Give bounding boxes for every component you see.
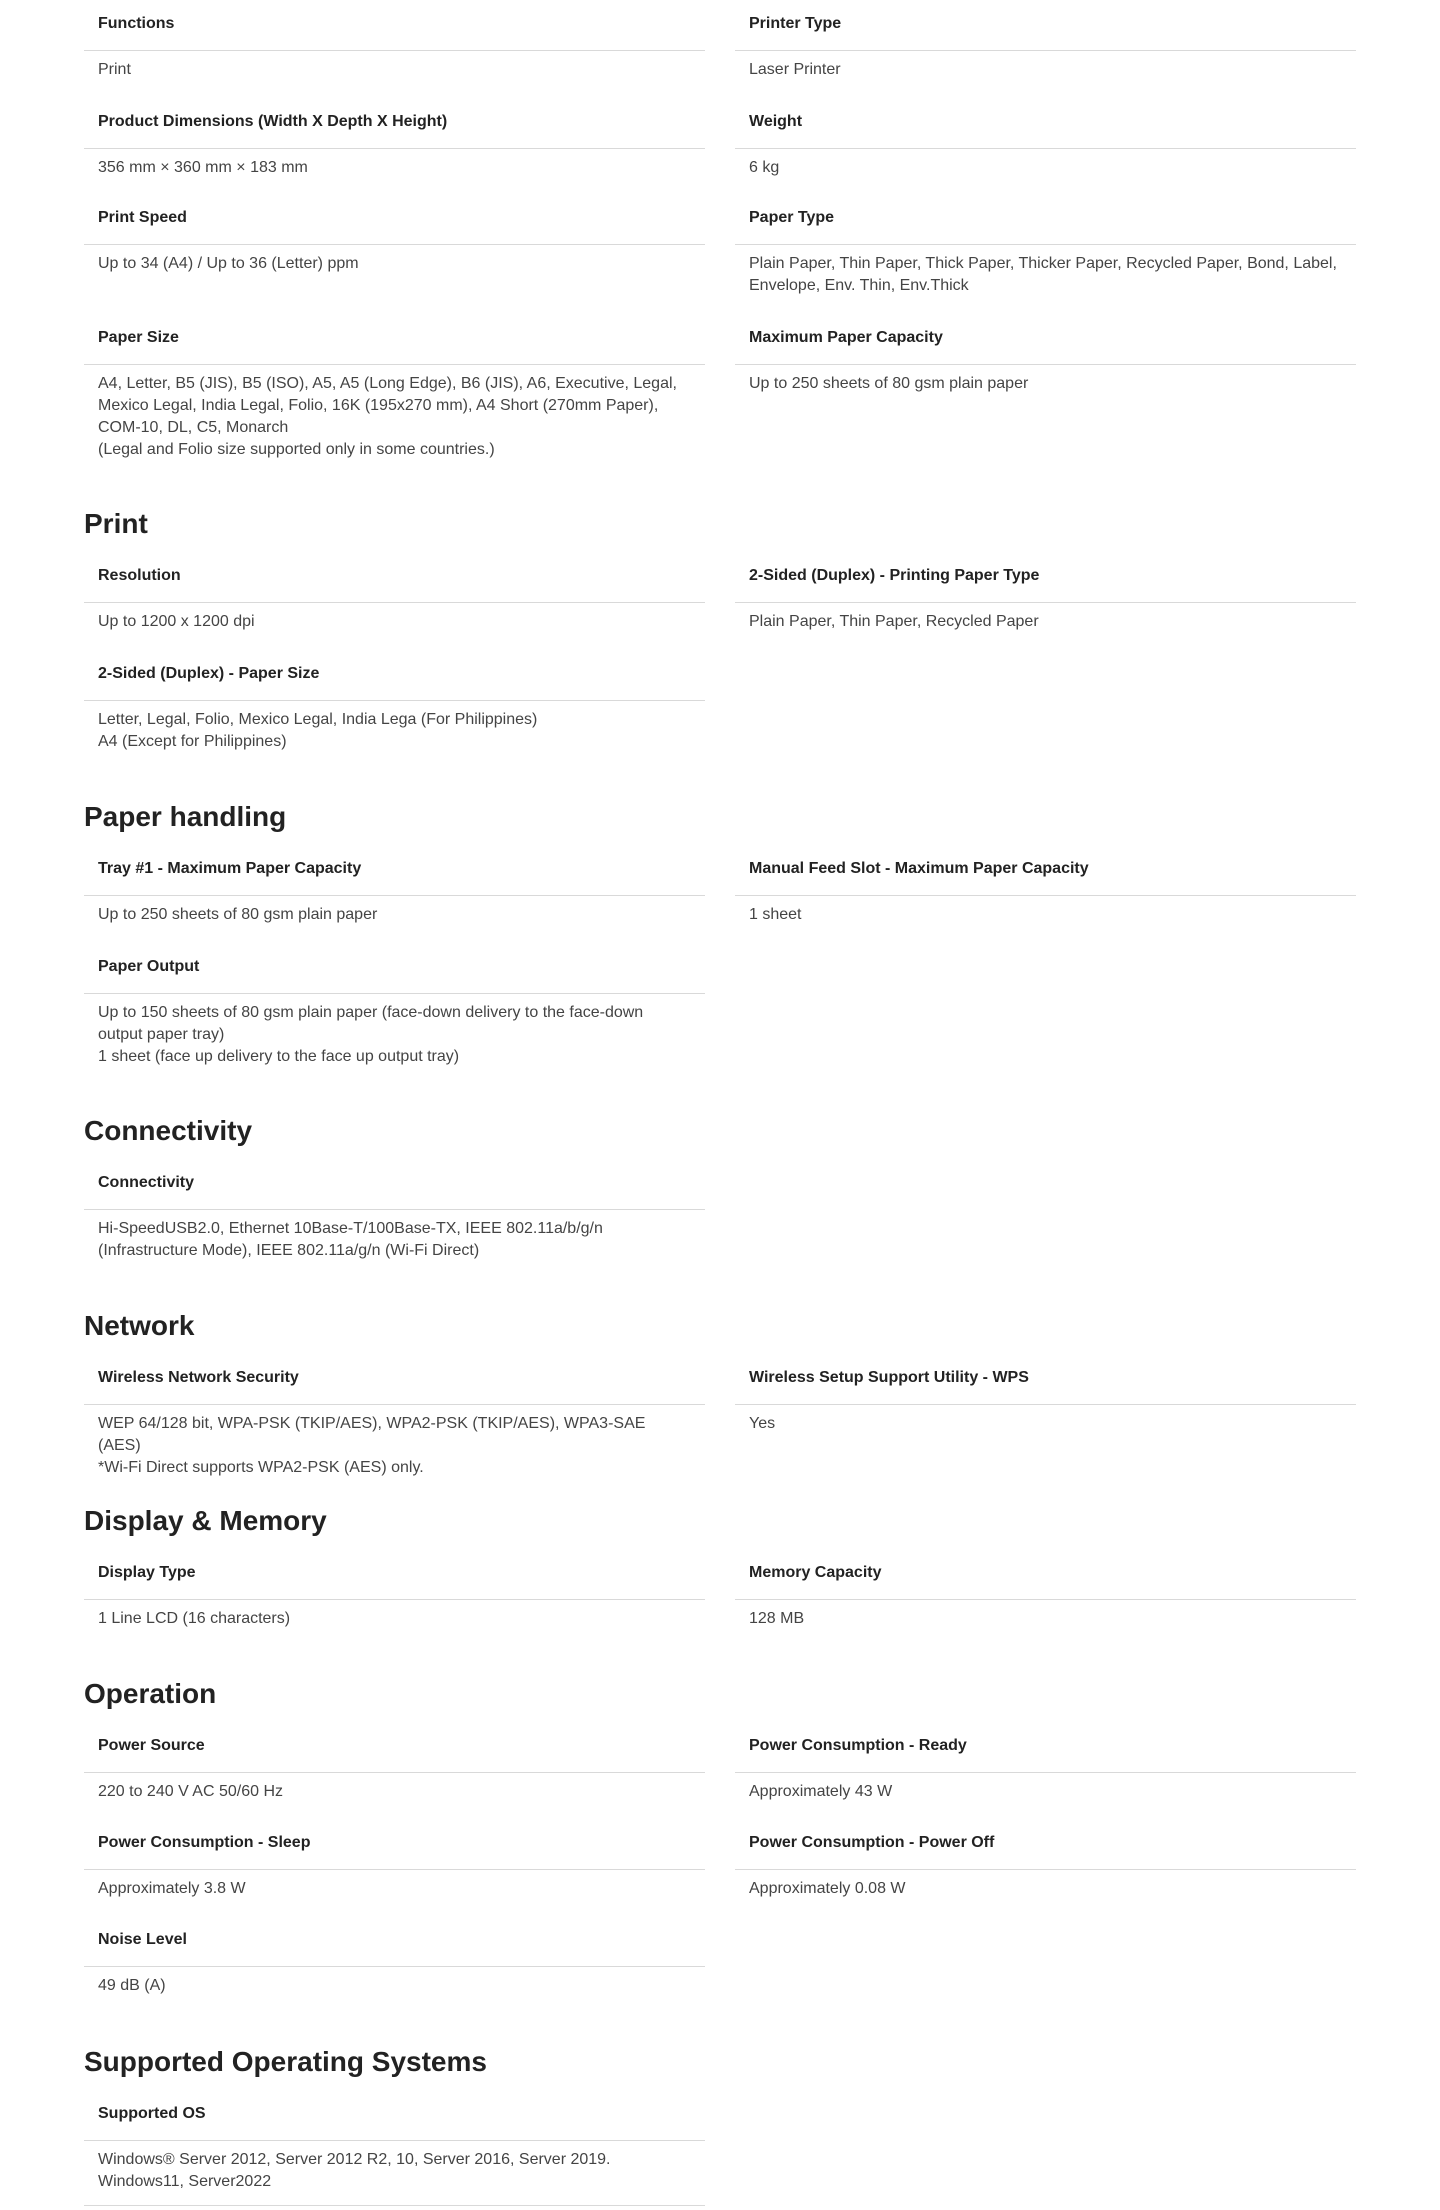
- spec-label: Paper Type: [735, 208, 1356, 245]
- spec-tray1: [84, 859, 705, 926]
- spec-power-ready: [735, 1736, 1356, 1803]
- spec-paper-size: [84, 328, 705, 461]
- spec-label: Connectivity: [84, 1173, 705, 1210]
- spec-value: Plain Paper, Thin Paper, Recycled Paper: [749, 613, 1039, 630]
- spec-value: 220 to 240 V AC 50/60 Hz: [98, 1783, 284, 1800]
- spec-resolution: [84, 566, 705, 633]
- spec-max-capacity: [735, 328, 1356, 395]
- spec-value: A4, Letter, B5 (JIS), B5 (ISO), A5, A5 (Long Edge), B6 (JIS), A6, Executive, Legal, Mexico Legal, India Legal, Folio, 16K (195x270 mm), A4 Short (270mm Paper), COM-10, DL, C5, Monarch (Legal and Folio size supported only in some countries.): [98, 375, 677, 458]
- spec-label: Wireless Network Security: [84, 1368, 705, 1405]
- spec-functions: [84, 14, 705, 81]
- spec-label: Display Type: [84, 1563, 705, 1600]
- spec-value: Up to 150 sheets of 80 gsm plain paper (face-down delivery to the face-down output paper tray) 1 sheet (face up delivery to the face up output tray): [98, 1004, 644, 1065]
- spec-label: Tray #1 - Maximum Paper Capacity: [84, 859, 705, 896]
- spec-label: Power Consumption - Power Off: [735, 1833, 1356, 1870]
- spec-memory: [735, 1563, 1356, 1630]
- spec-value: Print: [98, 61, 131, 78]
- spec-value: 356 mm × 360 mm × 183 mm: [98, 159, 308, 176]
- spec-value: Letter, Legal, Folio, Mexico Legal, India Lega (For Philippines) A4 (Except for Philippines): [98, 711, 538, 750]
- section-title-print: Print: [84, 508, 148, 539]
- spec-value: Up to 1200 x 1200 dpi: [98, 613, 255, 630]
- spec-value: Yes: [749, 1415, 776, 1432]
- section-title-paper-handling: Paper handling: [84, 801, 287, 832]
- spec-label: Printer Type: [735, 14, 1356, 51]
- spec-label: Weight: [735, 112, 1356, 149]
- spec-label: Manual Feed Slot - Maximum Paper Capacity: [735, 859, 1356, 896]
- spec-label: Noise Level: [84, 1930, 705, 1967]
- spec-label: Print Speed: [84, 208, 705, 245]
- spec-wireless-security: [84, 1368, 705, 1479]
- spec-duplex-size: [84, 664, 705, 753]
- spec-value: Up to 34 (A4) / Up to 36 (Letter) ppm: [98, 255, 359, 272]
- spec-noise-level: [84, 1930, 705, 1997]
- spec-value: Windows® Server 2012, Server 2012 R2, 10, Server 2016, Server 2019. Windows11, Server2022: [98, 2151, 611, 2190]
- spec-wps: [735, 1368, 1356, 1435]
- spec-value: Up to 250 sheets of 80 gsm plain paper: [98, 906, 378, 923]
- spec-label: Paper Output: [84, 957, 705, 994]
- spec-label: Power Consumption - Ready: [735, 1736, 1356, 1773]
- spec-value: Approximately 43 W: [749, 1783, 893, 1800]
- spec-power-sleep: [84, 1833, 705, 1900]
- spec-supported-os: [84, 2104, 705, 2193]
- spec-display-type: [84, 1563, 705, 1630]
- spec-value: WEP 64/128 bit, WPA-PSK (TKIP/AES), WPA2-PSK (TKIP/AES), WPA3-SAE (AES) *Wi-Fi Direct supports WPA2-PSK (AES) only.: [98, 1415, 646, 1476]
- spec-weight: [735, 112, 1356, 179]
- spec-value: Hi-SpeedUSB2.0, Ethernet 10Base-T/100Base-TX, IEEE 802.11a/b/g/n (Infrastructure Mode), IEEE 802.11a/g/n (Wi-Fi Direct): [98, 1220, 603, 1259]
- bottom-divider: [84, 2205, 705, 2206]
- spec-label: Memory Capacity: [735, 1563, 1356, 1600]
- spec-value: 49 dB (A): [98, 1977, 166, 1994]
- spec-value: 128 MB: [749, 1610, 805, 1627]
- spec-printer-type: [735, 14, 1356, 81]
- spec-power-off: [735, 1833, 1356, 1900]
- section-title-display-memory: Display & Memory: [84, 1505, 327, 1536]
- spec-label: Power Source: [84, 1736, 705, 1773]
- section-title-supported-os: Supported Operating Systems: [84, 2046, 487, 2077]
- spec-paper-type: [735, 208, 1356, 297]
- section-title-connectivity: Connectivity: [84, 1115, 253, 1146]
- spec-label: Power Consumption - Sleep: [84, 1833, 705, 1870]
- spec-label: Paper Size: [84, 328, 705, 365]
- section-title-operation: Operation: [84, 1678, 217, 1709]
- spec-value: 1 Line LCD (16 characters): [98, 1610, 291, 1627]
- spec-value: Approximately 0.08 W: [749, 1880, 906, 1897]
- spec-power-source: [84, 1736, 705, 1803]
- spec-label: Maximum Paper Capacity: [735, 328, 1356, 365]
- spec-value: Laser Printer: [749, 61, 841, 78]
- spec-label: Wireless Setup Support Utility - WPS: [735, 1368, 1356, 1405]
- spec-value: Up to 250 sheets of 80 gsm plain paper: [749, 375, 1029, 392]
- spec-value: Plain Paper, Thin Paper, Thick Paper, Thicker Paper, Recycled Paper, Bond, Label, Envelope, Env. Thin, Env.Thick: [749, 255, 1337, 294]
- spec-duplex-type: [735, 566, 1356, 633]
- section-title-network: Network: [84, 1310, 195, 1341]
- spec-label: Supported OS: [84, 2104, 705, 2141]
- spec-value: 6 kg: [749, 159, 780, 176]
- spec-label: 2-Sided (Duplex) - Paper Size: [84, 664, 705, 701]
- spec-connectivity: [84, 1173, 705, 1262]
- spec-value: Approximately 3.8 W: [98, 1880, 246, 1897]
- spec-label: Functions: [84, 14, 705, 51]
- spec-dimensions: [84, 112, 705, 179]
- spec-paper-output: [84, 957, 705, 1068]
- spec-label: 2-Sided (Duplex) - Printing Paper Type: [735, 566, 1356, 603]
- spec-label: Resolution: [84, 566, 705, 603]
- spec-value: 1 sheet: [749, 906, 802, 923]
- spec-manual-feed: [735, 859, 1356, 926]
- spec-label: Product Dimensions (Width X Depth X Height): [84, 112, 705, 149]
- spec-print-speed: [84, 208, 705, 275]
